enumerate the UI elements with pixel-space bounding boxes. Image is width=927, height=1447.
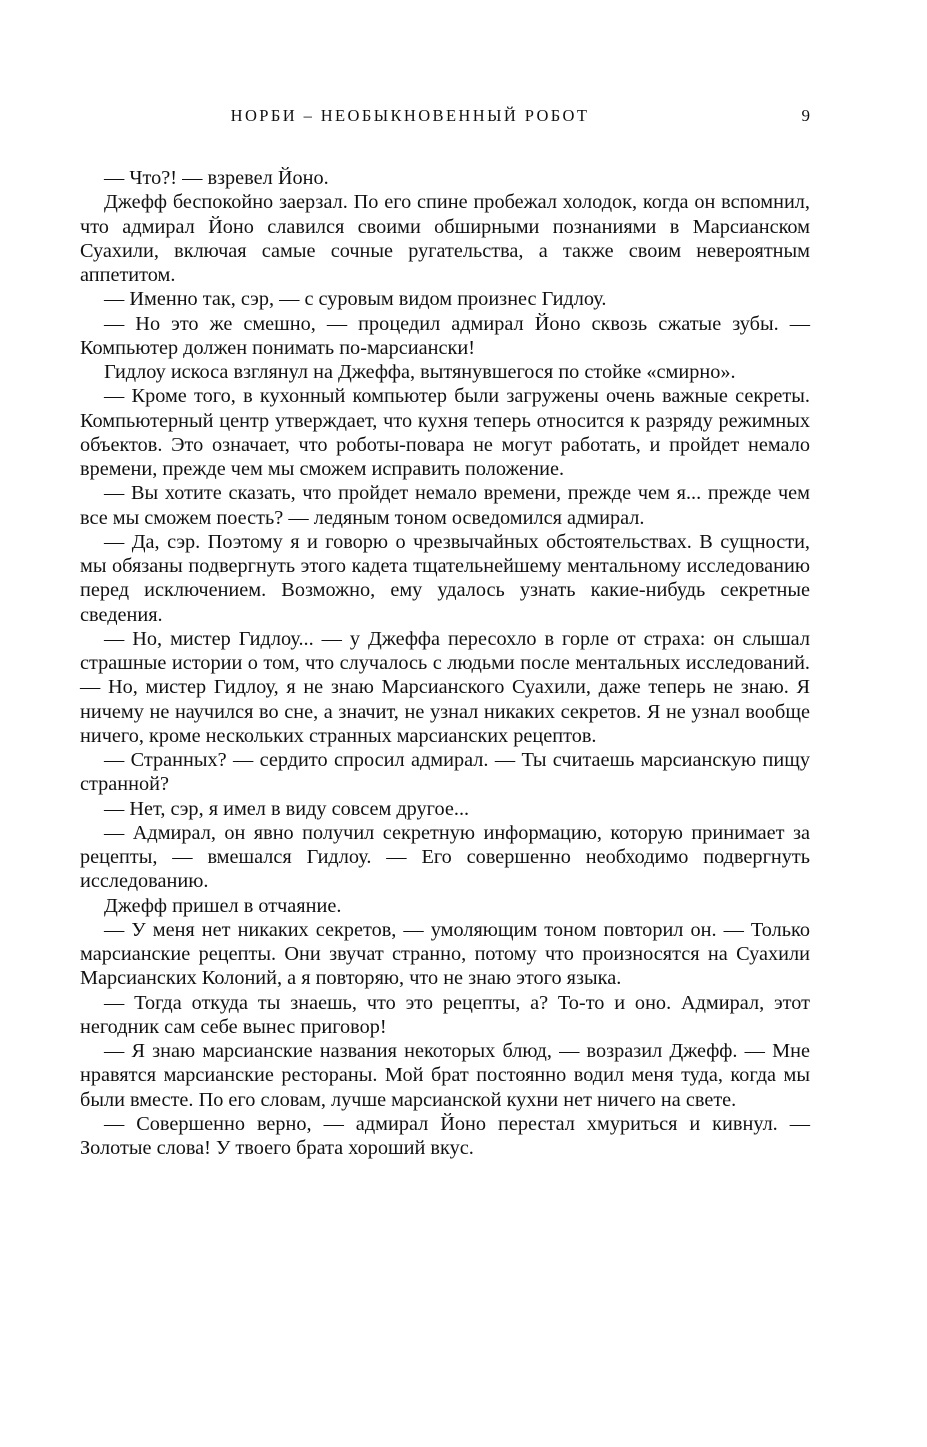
running-header bbox=[80, 106, 810, 130]
paragraph: — Именно так, сэр, — с суровым видом произнес Гидлоу. bbox=[104, 288, 607, 311]
paragraph: Джефф пришел в отчаяние. bbox=[104, 894, 342, 917]
main-text bbox=[80, 166, 810, 1160]
paragraph: — Кроме того, в кухонный компьютер были загружены очень важные секреты. Компьютерный центр утверждает, что кухня теперь относится к разряду режимных объектов. Это означает, что роботы-повара не могут работать, и пройдет немало времени, прежде чем мы сможем исправить положение. bbox=[80, 385, 810, 480]
page-number: 9 bbox=[801, 106, 810, 125]
paragraph: Гидлоу искоса взглянул на Джеффа, вытянувшегося по стойке «смирно». bbox=[104, 361, 736, 383]
paragraph: — Вы хотите сказать, что пройдет немало времени, прежде чем я... прежде чем все мы сможем поесть? — ледяным тоном осведомился адмирал. bbox=[80, 482, 810, 529]
paragraph: — Странных? — сердито спросил адмирал. — Ты считаешь марсианскую пищу странной? bbox=[80, 749, 810, 796]
paragraph: — Что?! — взревел Йоно. bbox=[104, 167, 329, 189]
paragraph: — Я знаю марсианские названия некоторых блюд, — возразил Джефф. — Мне нравятся марсианские рестораны. Мой брат постоянно водил меня туда, когда мы были вместе. По его словам, лучше марсианской кухни нет ничего на свете. bbox=[80, 1040, 810, 1111]
paragraph: — У меня нет никаких секретов, — умоляющим тоном повторил он. — Только марсианские рецепты. Они звучат странно, потому что произносятся на Суахили Марсианских Колоний, а я повторяю, что не знаю этого языка. bbox=[80, 918, 810, 990]
running-title: НОРБИ – НЕОБЫКНОВЕННЫЙ РОБОТ bbox=[230, 106, 590, 125]
paragraph: — Тогда откуда ты знаешь, что это рецепты, а? То-то и оно. Адмирал, этот негодник сам себе вынес приговор! bbox=[80, 991, 810, 1038]
paragraph: — Но это же смешно, — процедил адмирал Йоно сквозь сжатые зубы. — Компьютер должен понимать по-марсиански! bbox=[80, 312, 810, 359]
paragraph: — Совершенно верно, — адмирал Йоно перестал хмуриться и кивнул. — Золотые слова! У твоего брата хороший вкус. bbox=[80, 1112, 810, 1159]
paragraph: — Нет, сэр, я имел в виду совсем другое... bbox=[104, 797, 470, 820]
paragraph: — Да, сэр. Поэтому я и говорю о чрезвычайных обстоятельствах. В сущности, мы обязаны подвергнуть этого кадета тщательнейшему ментальному исследованию перед исключением. Возможно, ему удалось узнать какие-нибудь секретные сведения. bbox=[80, 530, 810, 626]
paragraph: — Адмирал, он явно получил секретную информацию, которую принимает за рецепты, — вмешался Гидлоу. — Его совершенно необходимо подвергнуть исследованию. bbox=[80, 821, 810, 893]
paragraph: — Но, мистер Гидлоу... — у Джеффа пересохло в горле от страха: он слышал страшные истории о том, что случалось с людьми после ментальных исследований. — Но, мистер Гидлоу, я не знаю Марсианского Суахили, даже теперь не знаю. Я ничему не научился во сне, а значит, не узнал никаких секретов. Я не узнал вообще ничего, кроме нескольких странных марсианских рецептов. bbox=[80, 627, 810, 747]
paragraph: Джефф беспокойно заерзал. По его спине пробежал холодок, когда он вспомнил, что адмирал Йоно славился своими обширными познаниями в Марсианском Суахили, включая самые сочные ругательства, а также своим невероятным аппетитом. bbox=[80, 191, 810, 286]
